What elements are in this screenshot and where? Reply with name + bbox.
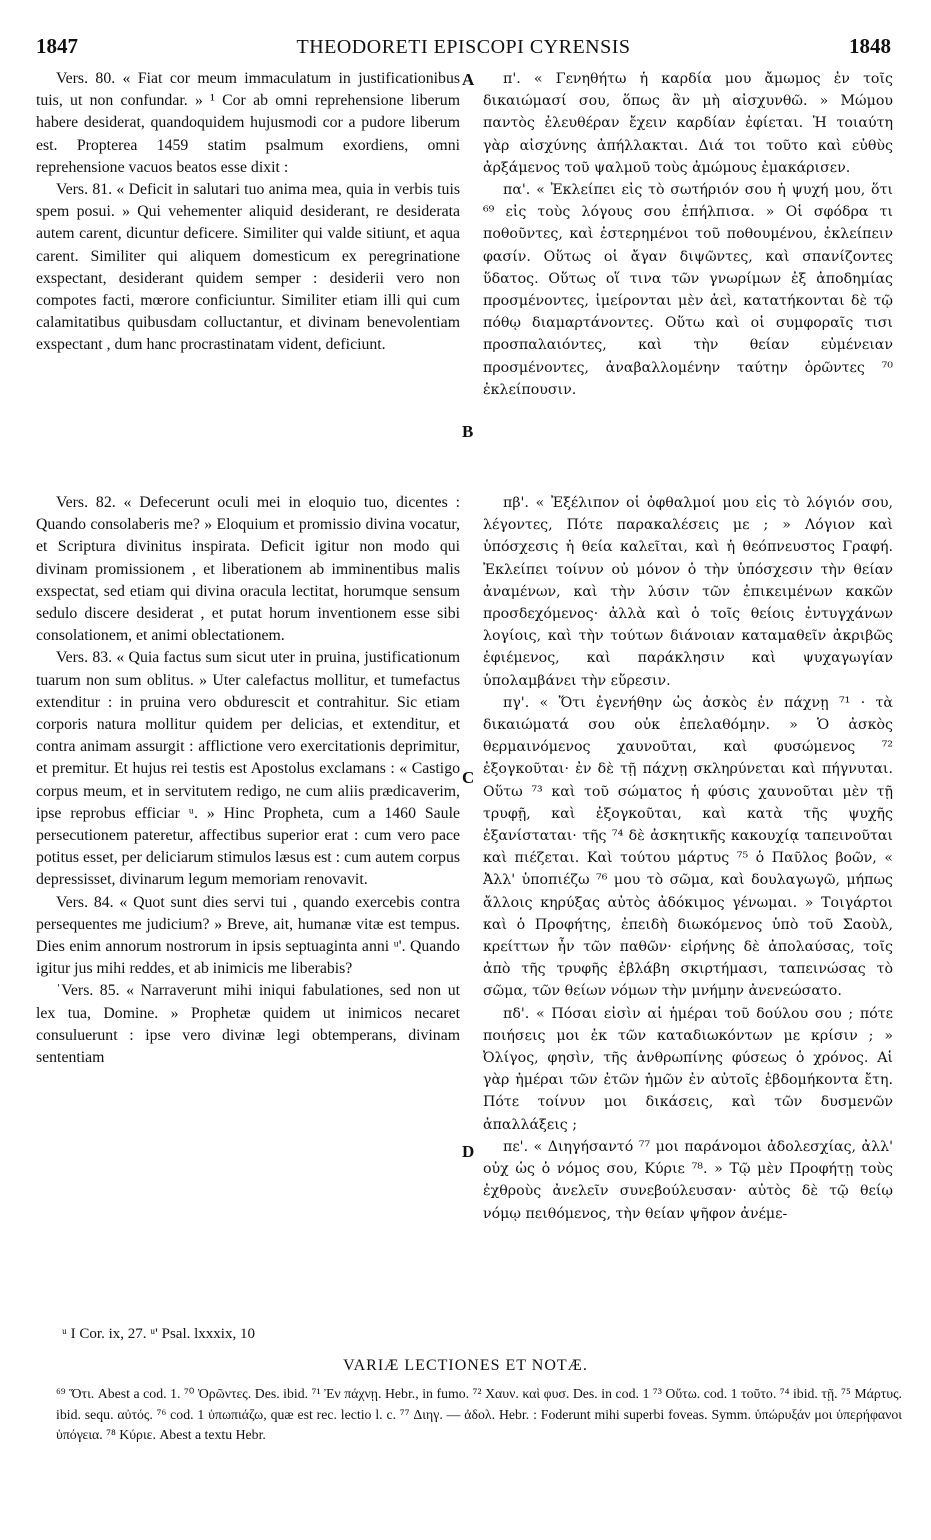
latin-verse-84: Vers. 84. « Quot sunt dies servi tui , quando exercebis contra persequentes me judicium? » Breve, ait, humanæ vitæ est tempus. Dies enim annorum nostrorum in ipsis septuaginta anni ᵘ'. Quando igitur jus mihi reddes, et ab inimicis me liberabis?: [36, 893, 460, 978]
latin-verse-80: Vers. 80. « Fiat cor meum immaculatum in justificationibus tuis, ut non confundar. » ¹ Cor ab omni reprehensione liberum habere desiderat, quandoquidem hujusmodi cor a pudore liberum est. Propterea 1459 statim psalmum exordiens, omni reprehensione vacuos beatos esse dixit :: [36, 70, 460, 176]
variant-readings-notes: ⁶⁹ Ὅτι. Abest a cod. 1. ⁷⁰ Ὀρῶντες. Des. ibid. ⁷¹ Ἐν πάχνῃ. Hebr., in fumo. ⁷² Χαυν. καὶ φυσ. Des. in cod. 1 ⁷³ Οὕτω. cod. 1 τοῦτο. ⁷⁴ ibid. τῇ. ⁷⁵ Μάρτυς. ibid. sequ. αὐτός. ⁷⁶ cod. 1 ὑπωπιάζω, quæ est rec. lectio l. c. ⁷⁷ Διηγ. — ἀδολ. Hebr. : Foderunt mihi superbi foveas. Symm. ὑπώρυξάν μοι ὑπερήφανοι ὑπόγεια. ⁷⁸ Κύριε. Abest a textu Hebr.: [56, 1386, 902, 1442]
latin-verse-81: Vers. 81. « Deficit in salutari tuo anima mea, quia in verbis tuis spem posui. » Qui vehementer aliquid desiderant, re desiderata autem carent, dicuntur deficere. Similiter qui valde sitiunt, et aqua carent. Similiter qui aliquem domesticum ex peregrinatione exspectant, desiderant quidem semper : desiderii vero non compotes facti, mœrore conficiuntur. Similiter etiam illi qui cum calamitatibus quibusdam colluctantur, et divinam benevolentiam exspectant , dum hanc procrastinatam vident, deficiunt.: [36, 181, 460, 354]
latin-column-top: [36, 68, 460, 357]
greek-verse-83: πγ'. « Ὅτι ἐγενήθην ὡς ἀσκὸς ἐν πάχνῃ ⁷¹ · τὰ δικαιώματά σου οὐκ ἐπελαθόμην. » Ὁ ἀσκὸς θερμαινόμενος χαυνοῦται, καὶ φυσώμενος ⁷² ἐξογκοῦται· ἐν δὲ τῇ πάχνῃ σκληρύνεται καὶ πήγνυται. Οὕτω ⁷³ καὶ τοῦ σώματος ἡ φύσις χαυνοῦται μὲν τῇ τρυφῇ, καὶ ἐξογκοῦται, καὶ κατὰ τῆς ψυχῆς ἐξανίσταται· τῆς ⁷⁴ δὲ ἀσκητικῆς κακουχίᾳ ταπεινοῦται καὶ πιέζεται. Καὶ τούτου μάρτυς ⁷⁵ ὁ Παῦλος βοῶν, « Ἀλλ' ὑποπιέζω ⁷⁶ μου τὸ σῶμα, καὶ δουλαγωγῶ, μήπως ἄλλοις κηρύξας αὐτὸς ἀδόκιμος γένωμαι. » Τοιγάρτοι καὶ ὁ Προφήτης, ἐπειδὴ διωκόμενος ὑπὸ τοῦ Σαοὺλ, κρείττων ἦν τῶν παθῶν· εἰρήνης δὲ ἀπολαύσας, τοῖς ἀπὸ τῆς τρυφῆς ἐβλάβη σκιρτήμασι, ταπεινώσας τὸ σῶμα, τῶν θείων νόμων τὴν μνήμην ἀνενεώσατο.: [483, 694, 893, 1000]
greek-verse-80: π'. « Γενηθήτω ἡ καρδία μου ἄμωμος ἐν τοῖς δικαιώμασί σου, ὅπως ἂν μὴ αἰσχυνθῶ. » Μώμου παντὸς ἐλευθέραν ἔχειν καρδίαν ἐφίεται. Ἡ τοιαύτη γὰρ αἰσχύνης ἀπήλλακται. Διά τοι τοῦτο καὶ εὐθὺς ἀρξάμενος τοῦ ψαλμοῦ τοὺς ἀμώμους ἐμακάρισεν.: [483, 71, 893, 176]
margin-letter-a: A: [462, 70, 475, 89]
page-header: [36, 34, 891, 64]
latin-verse-83: Vers. 83. « Quia factus sum sicut uter in pruina, justificationum tuarum non sum oblitus. » Uter calefactus mollitur, et tumefactus extenditur : in pruina vero obdurescit et contrahitur. Sic etiam corporis natura mollitur quidem per delicias, et extenditur, et contra animam assurgit : afflictione vero exercitationis deprimitur, et premitur. Et hujus rei testis est Apostolus exclamans : « Castigo corpus meum, et in servitutem redigo, ne cum aliis prædicaverim, ipse reprobus efficiar ᵘ. » Hinc Propheta, cum a 1460 Saule persecutionem pateretur, affectibus superior erat : cum vero pace potitus esset, per deliciarum stimulos læsus est : cum autem corpus depressisset, divinarum legum memoriam renovavit.: [36, 649, 460, 889]
greek-column-bottom: [483, 492, 893, 1225]
running-title: THEODORETI EPISCOPI CYRENSIS: [296, 36, 631, 58]
left-column-number: 1847: [36, 34, 78, 58]
greek-verse-82: πβ'. « Ἐξέλιπον οἱ ὀφθαλμοί μου εἰς τὸ λόγιόν σου, λέγοντες, Πότε παρακαλέσεις με ; » Λόγιον καὶ ὑπόσχεσις ἡ θεία καλεῖται, καὶ ἡ θεόπνευστος Γραφή. Ἐκλείπει τοίνυν οὐ μόνον ὁ τὴν ὑπόσχεσιν τὴν θείαν ἀναμένων, καὶ τὴν λύσιν τῶν ἐπικειμένων κακῶν προσδεχόμενος· ἀλλὰ καὶ ὁ τοῖς θείοις ἐντυγχάνων λογίοις, καὶ τὴν τούτων διάνοιαν καταμαθεῖν ἀκριβῶς ἐφιέμενος, καὶ παράκλησιν καὶ ψυχαγωγίαν ὑπολαμβάνει τὴν εὕρεσιν.: [483, 495, 893, 689]
greek-verse-84: πδ'. « Πόσαι εἰσὶν αἱ ἡμέραι τοῦ δούλου σου ; πότε ποιήσεις μοι ἐκ τῶν καταδιωκόντων με κρίσιν ; » Ὀλίγος, φησὶν, τῆς ἀνθρωπίνης φύσεως ὁ χρόνος. Αἱ γὰρ ἡμέραι τῶν ἐτῶν ἡμῶν ἐν αὐτοῖς ἑβδομήκοντα ἔτη. Πότε τοίνυν μοι δικάσεις, καὶ τῶν δυσμενῶν ἀπαλλάξεις ;: [483, 1005, 893, 1133]
greek-verse-81: πα'. « Ἐκλείπει εἰς τὸ σωτήριόν σου ἡ ψυχή μου, ὅτι ⁶⁹ εἰς τοὺς λόγους σου ἐπήλπισα. » Οἱ σφόδρα τι ποθοῦντες, καὶ ἐστερημένοι τοῦ ποθουμένου, ἐκλείπειν φασίν. Οὕτως οἱ ἄγαν διψῶντες, καὶ σπανίζοντες ὕδατος. Οὕτως οἵ τινα τῶν γνωρίμων ἐξ ἀποδημίας προσμένοντες, ἱμείρονται μὲν ἀεὶ, κατατήκονται δὲ τῷ πόθῳ διαμαρτάνοντες. Οὕτω καὶ οἱ συμφοραῖς τισι προσπαλαιόντες, καὶ τὴν θείαν εὐμένειαν προσμένοντες, ἀναβαλλομένην ταύτην ὁρῶντες ⁷⁰ ἐκλείπουσιν.: [483, 182, 893, 398]
margin-letter-b: B: [462, 422, 474, 441]
greek-verse-85: πε'. « Διηγήσαντό ⁷⁷ μοι παράνομοι ἀδολεσχίας, ἀλλ' οὐχ ὡς ὁ νόμος σου, Κύριε ⁷⁸. » Τῷ μὲν Προφήτῃ τοὺς ἐχθροὺς ἀνελεῖν συνεβούλευσαν· αὐτὸς δὲ τῷ θείῳ νόμῳ πειθόμενος, τὴν θείαν ψῆφον ἀνέμε-: [483, 1138, 893, 1222]
greek-column-top: [483, 68, 893, 401]
latin-verse-85: ˈVers. 85. « Narraverunt mihi iniqui fabulationes, sed non ut lex tua, Domine. » Prophetæ quidem ut inimicos necaret consuluerunt : ipse vero divinæ legi obtemperans, divinam sententiam: [36, 982, 460, 1067]
margin-letter-d: D: [462, 1142, 475, 1161]
latin-verse-82: Vers. 82. « Defecerunt oculi mei in eloquio tuo, dicentes : Quando consolaberis me? » Eloquium et promissio divina vocatur, et Scriptura divinitus inspirata. Deficit igitur non modo qui divinam promissionem , et liberationem ab imminentibus malis exspectat, sed etiam qui divina oracula lectitat, horumque sensum sedulo discere desiderat , et putat horum inventionem esse sibi consolationem, et animi oblectationem.: [36, 494, 460, 645]
margin-letter-c: C: [462, 768, 475, 787]
notes-heading: VARIÆ LECTIONES ET NOTÆ.: [343, 1357, 588, 1374]
latin-column-bottom: [36, 492, 460, 1069]
scripture-footnote: ᵘ I Cor. ix, 27. ᵘ' Psal. lxxxix, 10: [62, 1326, 255, 1342]
right-column-number: 1848: [849, 34, 891, 58]
